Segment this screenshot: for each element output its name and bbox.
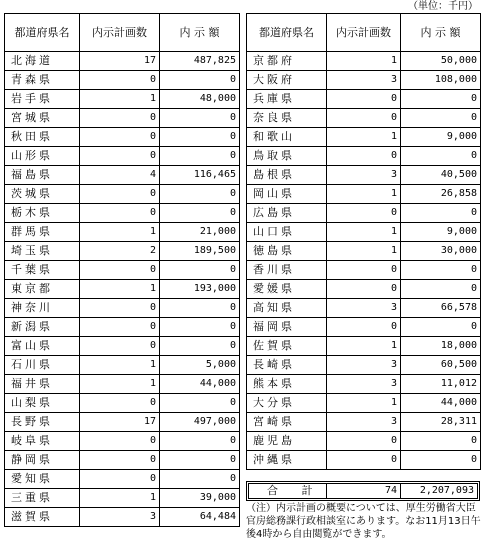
table-row — [5, 109, 240, 128]
plan-count: 3 — [327, 299, 401, 318]
allocation-amount: 0 — [160, 147, 240, 166]
allocation-amount: 189,500 — [160, 242, 240, 261]
prefecture-name: 北海道 — [5, 52, 80, 71]
prefecture-name: 茨城県 — [5, 185, 80, 204]
prefecture-name: 滋賀県 — [5, 508, 80, 527]
prefecture-name: 栃木県 — [5, 204, 80, 223]
allocation-amount: 0 — [160, 470, 240, 489]
header-prefecture: 都道府県名 — [247, 14, 327, 52]
prefecture-name: 愛媛県 — [247, 280, 327, 299]
prefecture-name: 福島県 — [5, 166, 80, 185]
prefecture-name: 香川県 — [247, 261, 327, 280]
table-row — [247, 147, 481, 166]
table-row — [5, 356, 240, 375]
allocation-amount: 487,825 — [160, 52, 240, 71]
total-count: 74 — [326, 484, 400, 498]
plan-count: 0 — [80, 109, 160, 128]
table-row — [5, 451, 240, 470]
allocation-amount: 0 — [160, 71, 240, 90]
allocation-amount: 39,000 — [160, 489, 240, 508]
allocation-amount: 0 — [401, 432, 481, 451]
allocation-amount: 0 — [160, 204, 240, 223]
prefecture-name: 和歌山 — [247, 128, 327, 147]
prefecture-name: 徳島県 — [247, 242, 327, 261]
prefecture-name: 岡山県 — [247, 185, 327, 204]
table-row — [5, 508, 240, 527]
allocation-amount: 0 — [401, 147, 481, 166]
allocation-amount: 11,012 — [401, 375, 481, 394]
plan-count: 1 — [327, 223, 401, 242]
plan-count: 3 — [327, 413, 401, 432]
plan-count: 1 — [80, 280, 160, 299]
allocation-amount: 50,000 — [401, 52, 481, 71]
plan-count: 0 — [327, 318, 401, 337]
total-amount: 2,207,093 — [400, 484, 477, 498]
plan-count: 1 — [80, 489, 160, 508]
prefecture-name: 福岡県 — [247, 318, 327, 337]
plan-count: 4 — [80, 166, 160, 185]
prefecture-name: 宮崎県 — [247, 413, 327, 432]
table-row — [247, 128, 481, 147]
allocation-amount: 0 — [160, 261, 240, 280]
plan-count: 0 — [327, 451, 401, 470]
header-row — [5, 14, 240, 52]
prefecture-name: 大分県 — [247, 394, 327, 413]
prefecture-name: 愛知県 — [5, 470, 80, 489]
prefecture-name: 鹿児島 — [247, 432, 327, 451]
plan-count: 1 — [80, 356, 160, 375]
allocation-amount: 44,000 — [160, 375, 240, 394]
allocation-amount: 28,311 — [401, 413, 481, 432]
header-amount: 内 示 額 — [160, 14, 240, 52]
header-amount: 内 示 額 — [401, 14, 481, 52]
allocation-amount: 497,000 — [160, 413, 240, 432]
allocation-amount: 0 — [401, 109, 481, 128]
plan-count: 3 — [327, 166, 401, 185]
table-row — [247, 261, 481, 280]
table-row — [5, 147, 240, 166]
allocation-table-right — [246, 13, 481, 470]
table-row — [247, 299, 481, 318]
prefecture-name: 千葉県 — [5, 261, 80, 280]
plan-count: 2 — [80, 242, 160, 261]
table-row — [5, 261, 240, 280]
table-row — [247, 337, 481, 356]
prefecture-name: 埼玉県 — [5, 242, 80, 261]
table-row — [5, 318, 240, 337]
allocation-amount: 0 — [160, 109, 240, 128]
prefecture-name: 神奈川 — [5, 299, 80, 318]
plan-count: 0 — [327, 280, 401, 299]
table-row — [247, 413, 481, 432]
table-row — [5, 394, 240, 413]
table-row — [247, 185, 481, 204]
allocation-amount: 0 — [160, 185, 240, 204]
plan-count: 0 — [327, 90, 401, 109]
plan-count: 1 — [80, 375, 160, 394]
table-row — [247, 52, 481, 71]
allocation-amount: 0 — [160, 451, 240, 470]
table-row — [5, 71, 240, 90]
plan-count: 0 — [80, 71, 160, 90]
prefecture-name: 富山県 — [5, 337, 80, 356]
plan-count: 0 — [80, 261, 160, 280]
prefecture-name: 奈良県 — [247, 109, 327, 128]
footnote: （注）内示計画の概要については、厚生労働省大臣官房総務課行政相談室にあります。なお11月13日午後4時から自由閲覧ができます。 — [246, 503, 481, 540]
plan-count: 3 — [327, 375, 401, 394]
table-row — [247, 394, 481, 413]
allocation-amount: 26,858 — [401, 185, 481, 204]
plan-count: 1 — [327, 242, 401, 261]
allocation-amount: 0 — [160, 394, 240, 413]
prefecture-name: 京都府 — [247, 52, 327, 71]
plan-count: 0 — [80, 337, 160, 356]
allocation-amount: 0 — [401, 280, 481, 299]
table-row — [247, 204, 481, 223]
header-plan-count: 内示計画数 — [327, 14, 401, 52]
allocation-amount: 9,000 — [401, 223, 481, 242]
table-row — [247, 356, 481, 375]
table-row — [5, 470, 240, 489]
table-row — [247, 71, 481, 90]
table-row — [5, 166, 240, 185]
allocation-amount: 44,000 — [401, 394, 481, 413]
allocation-table-left — [4, 13, 240, 527]
plan-count: 0 — [80, 204, 160, 223]
prefecture-name: 石川県 — [5, 356, 80, 375]
table-row — [247, 223, 481, 242]
allocation-amount: 193,000 — [160, 280, 240, 299]
table-row — [5, 128, 240, 147]
allocation-amount: 0 — [160, 299, 240, 318]
allocation-amount: 64,484 — [160, 508, 240, 527]
table-row — [5, 52, 240, 71]
header-prefecture: 都道府県名 — [5, 14, 80, 52]
plan-count: 0 — [327, 432, 401, 451]
prefecture-name: 長野県 — [5, 413, 80, 432]
plan-count: 1 — [327, 128, 401, 147]
plan-count: 0 — [80, 394, 160, 413]
total-row — [249, 484, 477, 498]
total-label: 合 計 — [267, 484, 323, 497]
plan-count: 1 — [327, 337, 401, 356]
prefecture-name: 高知県 — [247, 299, 327, 318]
table-row — [247, 318, 481, 337]
plan-count: 0 — [80, 185, 160, 204]
table-row — [247, 432, 481, 451]
prefecture-name: 沖縄県 — [247, 451, 327, 470]
allocation-amount: 0 — [401, 261, 481, 280]
plan-count: 0 — [327, 109, 401, 128]
plan-count: 0 — [80, 318, 160, 337]
table-row — [5, 375, 240, 394]
allocation-amount: 60,500 — [401, 356, 481, 375]
plan-count: 1 — [327, 394, 401, 413]
table-row — [5, 489, 240, 508]
allocation-amount: 18,000 — [401, 337, 481, 356]
plan-count: 0 — [327, 261, 401, 280]
allocation-amount: 0 — [160, 318, 240, 337]
table-row — [247, 451, 481, 470]
prefecture-name: 兵庫県 — [247, 90, 327, 109]
plan-count: 0 — [80, 470, 160, 489]
allocation-amount: 0 — [160, 128, 240, 147]
prefecture-name: 岩手県 — [5, 90, 80, 109]
table-row — [247, 280, 481, 299]
table-row — [5, 299, 240, 318]
table-row — [5, 204, 240, 223]
plan-count: 0 — [327, 204, 401, 223]
prefecture-name: 島根県 — [247, 166, 327, 185]
plan-count: 1 — [80, 90, 160, 109]
table-row — [247, 375, 481, 394]
allocation-amount: 40,500 — [401, 166, 481, 185]
plan-count: 3 — [327, 71, 401, 90]
prefecture-name: 広島県 — [247, 204, 327, 223]
plan-count: 3 — [327, 356, 401, 375]
table-row — [247, 242, 481, 261]
table-row — [5, 413, 240, 432]
plan-count: 1 — [327, 185, 401, 204]
prefecture-name: 山梨県 — [5, 394, 80, 413]
prefecture-name: 佐賀県 — [247, 337, 327, 356]
plan-count: 0 — [80, 451, 160, 470]
prefecture-name: 東京都 — [5, 280, 80, 299]
plan-count: 0 — [327, 147, 401, 166]
allocation-amount: 30,000 — [401, 242, 481, 261]
allocation-amount: 0 — [401, 451, 481, 470]
allocation-amount: 0 — [401, 90, 481, 109]
prefecture-name: 秋田県 — [5, 128, 80, 147]
prefecture-name: 岐阜県 — [5, 432, 80, 451]
prefecture-name: 群馬県 — [5, 223, 80, 242]
plan-count: 0 — [80, 128, 160, 147]
allocation-amount: 9,000 — [401, 128, 481, 147]
table-row — [5, 432, 240, 451]
plan-count: 0 — [80, 432, 160, 451]
allocation-amount: 108,000 — [401, 71, 481, 90]
plan-count: 1 — [327, 52, 401, 71]
allocation-amount: 116,465 — [160, 166, 240, 185]
table-row — [247, 90, 481, 109]
prefecture-name: 山形県 — [5, 147, 80, 166]
plan-count: 3 — [80, 508, 160, 527]
prefecture-name: 新潟県 — [5, 318, 80, 337]
prefecture-name: 宮城県 — [5, 109, 80, 128]
header-plan-count: 内示計画数 — [80, 14, 160, 52]
table-row — [247, 109, 481, 128]
allocation-amount: 0 — [401, 204, 481, 223]
table-row — [5, 337, 240, 356]
plan-count: 17 — [80, 52, 160, 71]
allocation-amount: 66,578 — [401, 299, 481, 318]
allocation-amount: 0 — [160, 337, 240, 356]
plan-count: 0 — [80, 299, 160, 318]
plan-count: 1 — [80, 223, 160, 242]
table-row — [5, 242, 240, 261]
prefecture-name: 三重県 — [5, 489, 80, 508]
prefecture-name: 熊本県 — [247, 375, 327, 394]
table-row — [5, 185, 240, 204]
prefecture-name: 大阪府 — [247, 71, 327, 90]
prefecture-name: 青森県 — [5, 71, 80, 90]
header-row — [247, 14, 481, 52]
prefecture-name: 長崎県 — [247, 356, 327, 375]
table-row — [5, 280, 240, 299]
allocation-amount: 48,000 — [160, 90, 240, 109]
table-row — [247, 166, 481, 185]
allocation-amount: 0 — [160, 432, 240, 451]
allocation-amount: 0 — [401, 318, 481, 337]
plan-count: 17 — [80, 413, 160, 432]
unit-label: （単位：千円） — [408, 1, 478, 12]
prefecture-name: 鳥取県 — [247, 147, 327, 166]
prefecture-name: 静岡県 — [5, 451, 80, 470]
plan-count: 0 — [80, 147, 160, 166]
table-row — [5, 223, 240, 242]
allocation-amount: 21,000 — [160, 223, 240, 242]
table-row — [5, 90, 240, 109]
allocation-amount: 5,000 — [160, 356, 240, 375]
total-row-box — [246, 481, 480, 501]
prefecture-name: 山口県 — [247, 223, 327, 242]
prefecture-name: 福井県 — [5, 375, 80, 394]
